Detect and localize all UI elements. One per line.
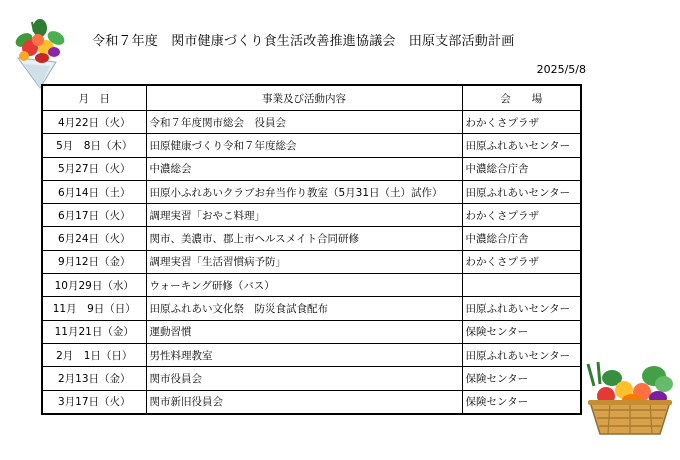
row-event: 関市新旧役員会 bbox=[146, 390, 462, 414]
row-date: 2月13日（金） bbox=[42, 367, 146, 390]
row-date: 10月29日（水） bbox=[42, 274, 146, 297]
row-venue: わかくさプラザ bbox=[462, 204, 581, 227]
column-header-event: 事業及び活動内容 bbox=[146, 85, 462, 111]
row-venue: 保険センター bbox=[462, 320, 581, 343]
table-row bbox=[42, 227, 581, 250]
row-date: 6月24日（火） bbox=[42, 227, 146, 250]
row-venue: 中濃総合庁舎 bbox=[462, 157, 581, 180]
row-event: 関市、美濃市、郡上市ヘルスメイト合同研修 bbox=[146, 227, 462, 250]
page-title: 令和７年度 関市健康づくり食生活改善推進協議会 田原支部活動計画 bbox=[92, 34, 515, 49]
table-row bbox=[42, 134, 581, 157]
table-row bbox=[42, 320, 581, 343]
row-event: 調理実習「おやこ料理」 bbox=[146, 204, 462, 227]
row-date: 6月14日（土） bbox=[42, 180, 146, 203]
table-row bbox=[42, 390, 581, 414]
row-event: 中濃総会 bbox=[146, 157, 462, 180]
vegetable-basket-icon bbox=[584, 358, 676, 438]
table-row bbox=[42, 180, 581, 203]
row-date: 11月 9日（日） bbox=[42, 297, 146, 320]
table-header-row bbox=[42, 85, 581, 111]
row-venue: 保険センター bbox=[462, 367, 581, 390]
row-venue: 田原ふれあいセンター bbox=[462, 297, 581, 320]
row-date: 6月17日（火） bbox=[42, 204, 146, 227]
row-venue: 保険センター bbox=[462, 390, 581, 414]
row-event: 運動習慣 bbox=[146, 320, 462, 343]
row-event: 男性料理教室 bbox=[146, 343, 462, 366]
row-date: 2月 1日（日） bbox=[42, 343, 146, 366]
row-event: 田原健康づくり令和７年度総会 bbox=[146, 134, 462, 157]
column-header-venue: 会 場 bbox=[462, 85, 581, 111]
row-date: 4月22日（火） bbox=[42, 111, 146, 134]
row-event: 田原小ふれあいクラブお弁当作り教室（5月31日（土）試作） bbox=[146, 180, 462, 203]
document-date: 2025/5/8 bbox=[536, 63, 586, 76]
table-row bbox=[42, 111, 581, 134]
row-date: 5月27日（火） bbox=[42, 157, 146, 180]
row-event: 田原ふれあい文化祭 防災食試食配布 bbox=[146, 297, 462, 320]
row-venue: 田原ふれあいセンター bbox=[462, 343, 581, 366]
row-event: 関市役員会 bbox=[146, 367, 462, 390]
row-venue: 田原ふれあいセンター bbox=[462, 134, 581, 157]
table-row bbox=[42, 274, 581, 297]
table-row bbox=[42, 297, 581, 320]
row-date: 9月12日（金） bbox=[42, 250, 146, 273]
table-row bbox=[42, 343, 581, 366]
table-row bbox=[42, 250, 581, 273]
row-event: 令和７年度関市総会 役員会 bbox=[146, 111, 462, 134]
row-date: 3月17日（火） bbox=[42, 390, 146, 414]
row-date: 5月 8日（木） bbox=[42, 134, 146, 157]
row-venue: 田原ふれあいセンター bbox=[462, 180, 581, 203]
row-venue: 中濃総合庁舎 bbox=[462, 227, 581, 250]
table-row bbox=[42, 204, 581, 227]
vegetable-bouquet-icon bbox=[10, 18, 72, 90]
table-row bbox=[42, 367, 581, 390]
row-date: 11月21日（金） bbox=[42, 320, 146, 343]
activity-schedule-table bbox=[41, 84, 582, 415]
row-event: ウォーキング研修（バス） bbox=[146, 274, 462, 297]
row-venue bbox=[462, 274, 581, 297]
column-header-date: 月 日 bbox=[42, 85, 146, 111]
table-row bbox=[42, 157, 581, 180]
row-venue: わかくさプラザ bbox=[462, 111, 581, 134]
row-event: 調理実習「生活習慣病予防」 bbox=[146, 250, 462, 273]
row-venue: わかくさプラザ bbox=[462, 250, 581, 273]
